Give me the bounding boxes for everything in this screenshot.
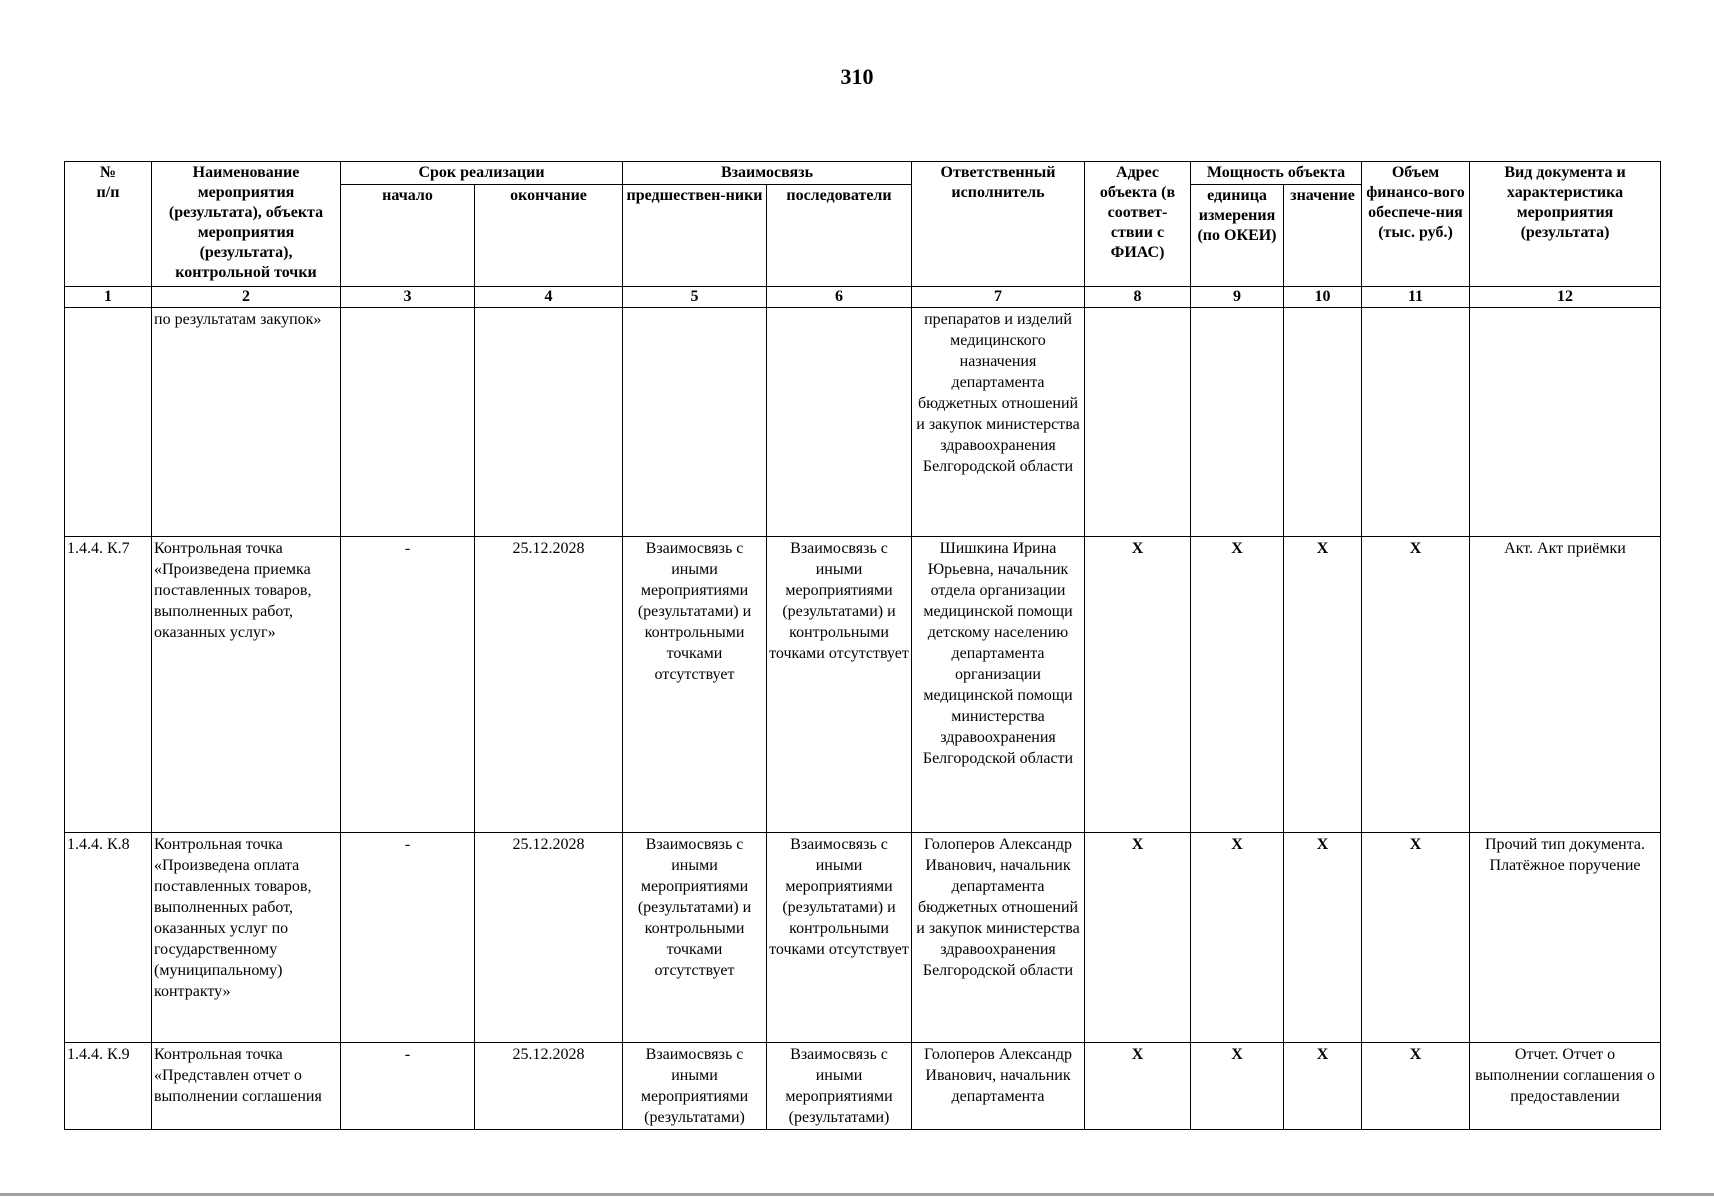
- column-number: 12: [1470, 287, 1661, 308]
- cell-responsible: Голоперов Александр Иванович, начальник департамента: [912, 1043, 1085, 1130]
- header-address: Адрес объекта (в соответ-ствии с ФИАС): [1085, 162, 1191, 287]
- header-no: № п/п: [65, 162, 152, 287]
- header-responsible: Ответственный исполнитель: [912, 162, 1085, 287]
- cell-successors: Взаимосвязь с иными мероприятиями (результатами) и контрольными точками отсутствует: [767, 537, 912, 833]
- header-start: начало: [341, 185, 475, 287]
- column-number: 5: [623, 287, 767, 308]
- cell-volume: X: [1362, 833, 1470, 1043]
- header-unit: единица измерения (по ОКЕИ): [1191, 185, 1284, 287]
- table-row: [65, 308, 1661, 537]
- cell-volume: X: [1362, 1043, 1470, 1130]
- cell-address: X: [1085, 537, 1191, 833]
- cell-start: -: [341, 833, 475, 1043]
- cell-responsible: Голоперов Александр Иванович, начальник департамента бюджетных отношений и закупок министерства здравоохранения Белгородской области: [912, 833, 1085, 1043]
- cell-no: 1.4.4. К.9: [65, 1043, 152, 1130]
- header-value: значение: [1284, 185, 1362, 287]
- column-number: 3: [341, 287, 475, 308]
- column-number: 4: [475, 287, 623, 308]
- cell-start: -: [341, 537, 475, 833]
- header-term-group: Срок реализации: [341, 162, 623, 185]
- header-link-group: Взаимосвязь: [623, 162, 912, 185]
- cell-responsible: Шишкина Ирина Юрьевна, начальник отдела организации медицинской помощи детскому населению департамента организации медицинской помощи министерства здравоохранения Белгородской области: [912, 537, 1085, 833]
- cell-predecessors: [623, 308, 767, 537]
- column-number: 8: [1085, 287, 1191, 308]
- cell-successors: [767, 308, 912, 537]
- column-number-row: [65, 287, 1661, 308]
- cell-document: Отчет. Отчет о выполнении соглашения о предоставлении: [1470, 1043, 1661, 1130]
- cell-value: [1284, 308, 1362, 537]
- cell-no: 1.4.4. К.7: [65, 537, 152, 833]
- cell-no: [65, 308, 152, 537]
- page-number: 310: [840, 64, 874, 89]
- cell-successors: Взаимосвязь с иными мероприятиями (результатами): [767, 1043, 912, 1130]
- cell-predecessors: Взаимосвязь с иными мероприятиями (результатами) и контрольными точками отсутствует: [623, 537, 767, 833]
- cell-name: Контрольная точка «Произведена оплата поставленных товаров, выполненных работ, оказанных услуг по государственному (муниципальному) контракту»: [152, 833, 341, 1043]
- column-number: 2: [152, 287, 341, 308]
- header-document: Вид документа и характеристика мероприятия (результата): [1470, 162, 1661, 287]
- cell-unit: X: [1191, 833, 1284, 1043]
- cell-responsible: препаратов и изделий медицинского назначения департамента бюджетных отношений и закупок министерства здравоохранения Белгородской области: [912, 308, 1085, 537]
- header-successors: последователи: [767, 185, 912, 287]
- column-number: 11: [1362, 287, 1470, 308]
- cell-start: -: [341, 1043, 475, 1130]
- cell-document: [1470, 308, 1661, 537]
- column-number: 10: [1284, 287, 1362, 308]
- column-number: 6: [767, 287, 912, 308]
- column-number: 9: [1191, 287, 1284, 308]
- scan-edge-line: [0, 1193, 1714, 1196]
- cell-address: X: [1085, 833, 1191, 1043]
- cell-end: 25.12.2028: [475, 833, 623, 1043]
- column-number: 1: [65, 287, 152, 308]
- activities-table: [64, 161, 1661, 1130]
- table-row: [65, 537, 1661, 833]
- cell-value: X: [1284, 833, 1362, 1043]
- header-predecessors: предшествен-ники: [623, 185, 767, 287]
- cell-end: 25.12.2028: [475, 1043, 623, 1130]
- cell-document: Прочий тип документа. Платёжное поручение: [1470, 833, 1661, 1043]
- cell-address: X: [1085, 1043, 1191, 1130]
- table-row: [65, 833, 1661, 1043]
- cell-no: 1.4.4. К.8: [65, 833, 152, 1043]
- cell-unit: X: [1191, 537, 1284, 833]
- cell-predecessors: Взаимосвязь с иными мероприятиями (результатами) и контрольными точками отсутствует: [623, 833, 767, 1043]
- cell-unit: X: [1191, 1043, 1284, 1130]
- cell-start: [341, 308, 475, 537]
- cell-value: X: [1284, 537, 1362, 833]
- cell-end: [475, 308, 623, 537]
- cell-name: по результатам закупок»: [152, 308, 341, 537]
- cell-predecessors: Взаимосвязь с иными мероприятиями (результатами): [623, 1043, 767, 1130]
- header-capacity-group: Мощность объекта: [1191, 162, 1362, 185]
- cell-name: Контрольная точка «Представлен отчет о выполнении соглашения: [152, 1043, 341, 1130]
- cell-volume: X: [1362, 537, 1470, 833]
- header-volume: Объем финансо-вого обеспече-ния (тыс. руб.): [1362, 162, 1470, 287]
- cell-unit: [1191, 308, 1284, 537]
- cell-document: Акт. Акт приёмки: [1470, 537, 1661, 833]
- cell-volume: [1362, 308, 1470, 537]
- cell-address: [1085, 308, 1191, 537]
- header-name: Наименование мероприятия (результата), объекта мероприятия (результата), контрольной точки: [152, 162, 341, 287]
- column-number: 7: [912, 287, 1085, 308]
- cell-name: Контрольная точка «Произведена приемка поставленных товаров, выполненных работ, оказанных услуг»: [152, 537, 341, 833]
- cell-successors: Взаимосвязь с иными мероприятиями (результатами) и контрольными точками отсутствует: [767, 833, 912, 1043]
- header-end: окончание: [475, 185, 623, 287]
- cell-end: 25.12.2028: [475, 537, 623, 833]
- table-row: [65, 1043, 1661, 1130]
- cell-value: X: [1284, 1043, 1362, 1130]
